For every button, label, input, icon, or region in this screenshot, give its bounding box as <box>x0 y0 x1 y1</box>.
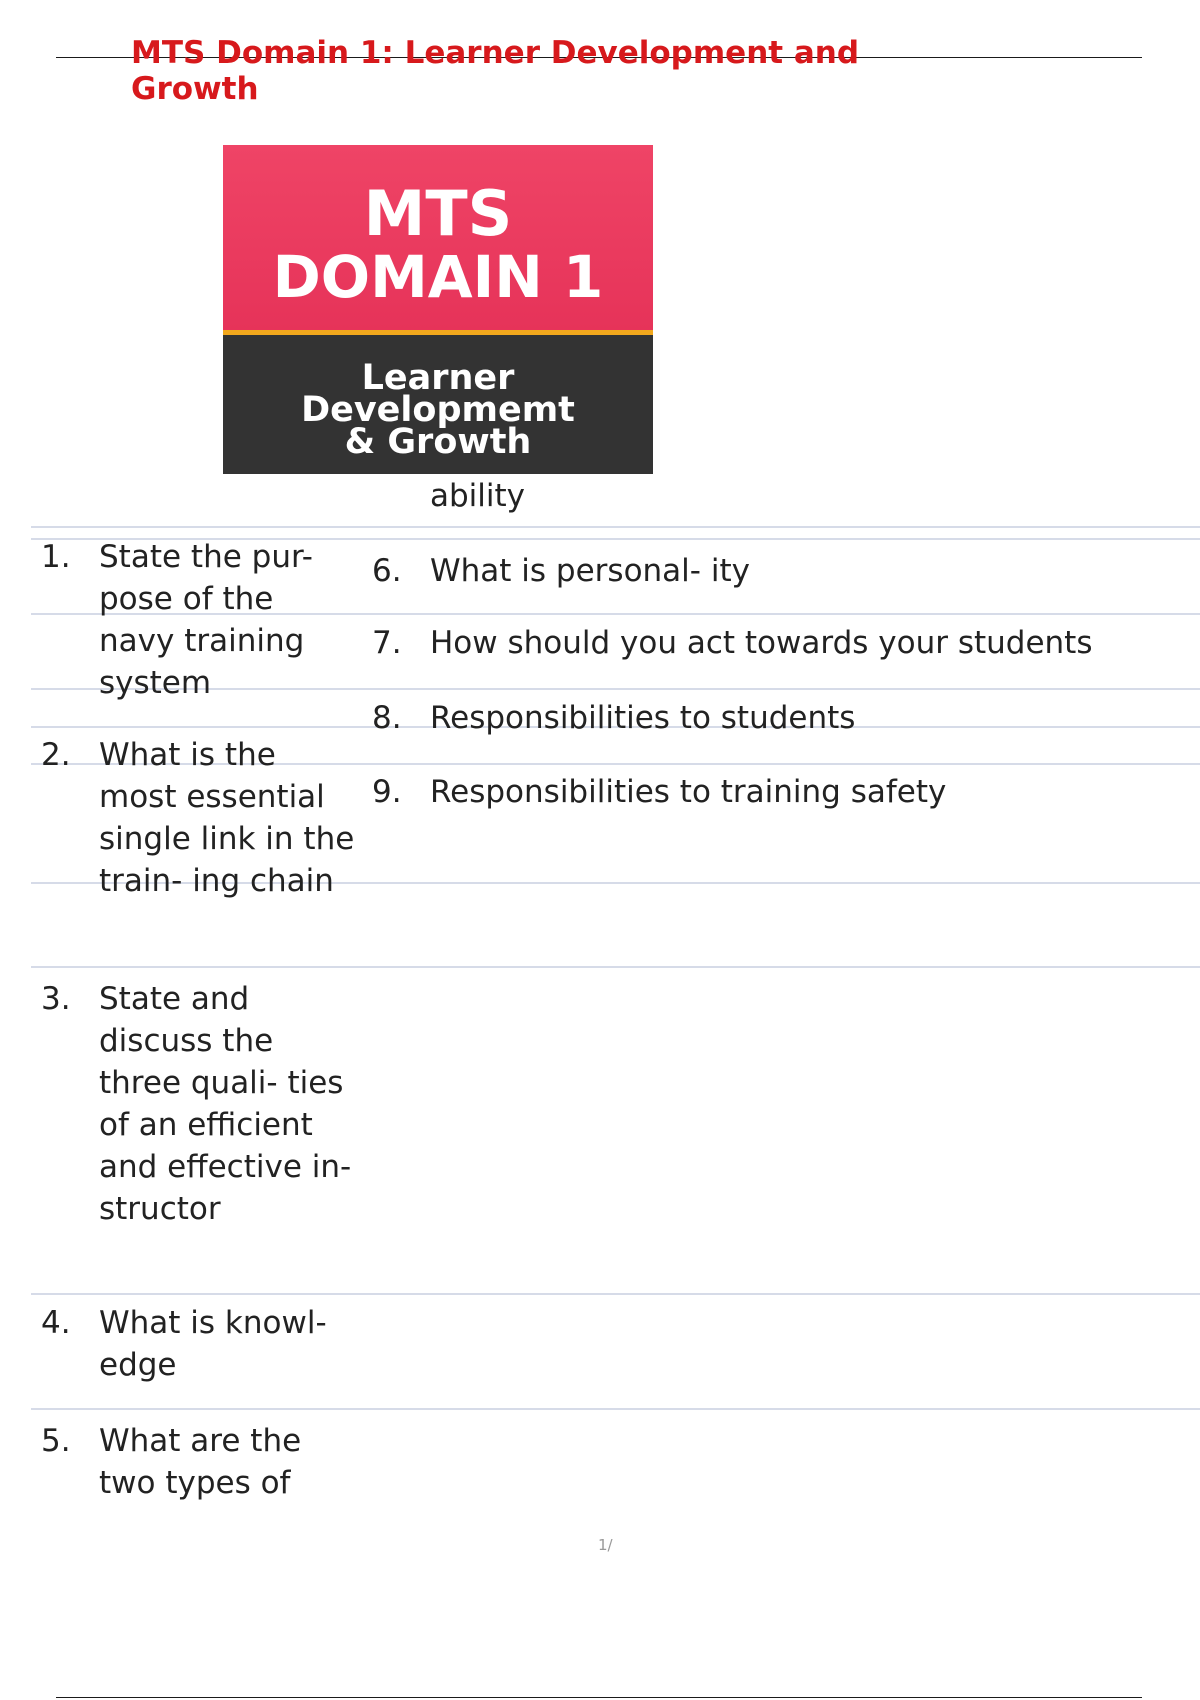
list-item-text: Responsibilities to training safety <box>430 774 947 810</box>
list-item-number: 8. <box>372 700 402 736</box>
list-item-text: State and discuss the three quali- ties of an efficient and effective in- structor <box>99 981 352 1227</box>
list-item-text: What is knowl- edge <box>99 1305 327 1383</box>
list-item-number: 9. <box>372 774 402 810</box>
list-item-number: 5. <box>41 1423 71 1459</box>
table-rule <box>31 966 1200 968</box>
cover-image <box>223 145 653 474</box>
cover-title-line2: DOMAIN 1 <box>272 243 604 311</box>
list-item-text: How should you act towards your students <box>430 625 1093 661</box>
list-item-number: 6. <box>372 553 402 589</box>
list-item-text: What is personal- ity <box>430 553 750 589</box>
list-item-number: 4. <box>41 1305 71 1341</box>
page-number: 1/ <box>598 1536 613 1554</box>
table-rule <box>31 526 1200 528</box>
table-rule <box>31 1293 1200 1295</box>
cover-subtitle-line1: Learner <box>361 358 515 398</box>
table-rule <box>31 1408 1200 1410</box>
cover-subtitle-line3: & Growth <box>344 422 532 462</box>
cover-subtitle-line2: Developmemt <box>301 390 575 430</box>
list-item-number: 2. <box>41 737 71 773</box>
list-item-text: Responsibilities to students <box>430 700 856 736</box>
document-title: MTS Domain 1: Learner Development and Growth <box>131 35 860 107</box>
list-item-text: What is the most essential single link in the train- ing chain <box>99 737 355 899</box>
list-item-number: 7. <box>372 625 402 661</box>
cover-title-line1: MTS <box>363 177 513 250</box>
list-item-text: State the pur- pose of the navy training system <box>99 539 313 701</box>
footer-rule <box>56 1697 1142 1698</box>
stray-text: ability <box>430 478 526 514</box>
list-item-number: 3. <box>41 981 71 1017</box>
list-item-text: What are the two types of <box>99 1423 302 1501</box>
list-item-number: 1. <box>41 539 71 575</box>
